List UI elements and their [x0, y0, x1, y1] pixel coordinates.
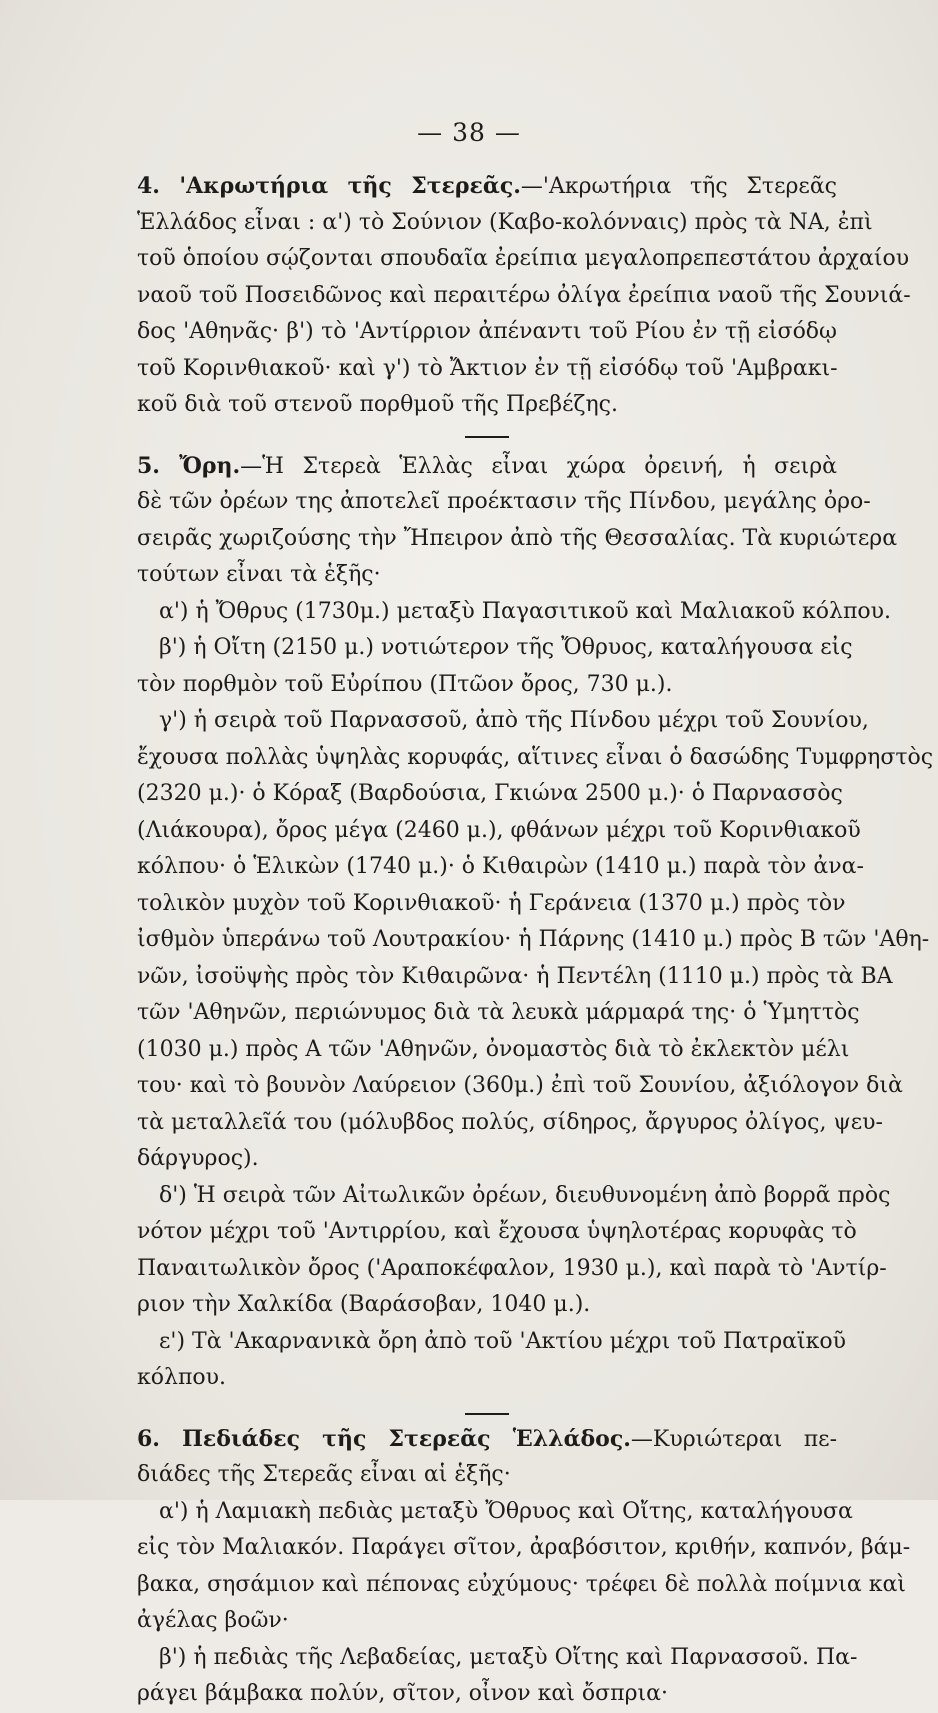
text-line: ράγει βάμβακα πολύν, σῖτον, οἶνον καὶ ὄσπρια·: [137, 1681, 669, 1706]
section-divider: [465, 1413, 509, 1415]
page-number: — 38 —: [417, 118, 521, 147]
text-line: (Λιάκουρα), ὄρος μέγα (2460 μ.), φθάνων μέχρι τοῦ Κορινθιακοῦ: [137, 817, 861, 843]
text-line: α') ἡ Ὄθρυς (1730μ.) μεταξὺ Παγασιτικοῦ καὶ Μαλιακοῦ κόλπου.: [159, 598, 892, 624]
text-line: τούτων εἶναι τὰ ἑξῆς·: [137, 562, 381, 587]
section-6-heading: 6. Πεδιάδες τῆς Στερεᾶς Ἑλλάδος.: [137, 1425, 631, 1452]
text-line: —Ἡ Στερεὰ Ἑλλὰς εἶναι χώρα ὀρεινή, ἡ σειρὰ: [240, 453, 837, 479]
text-line: ἀγέλας βοῶν·: [137, 1608, 289, 1633]
text-line: ε') Τὰ 'Ακαρνανικὰ ὄρη ἀπὸ τοῦ 'Ακτίου μέχρι τοῦ Πατραϊκοῦ: [159, 1328, 846, 1354]
text-line: δὲ τῶν ὀρέων της ἀποτελεῖ προέκτασιν τῆς Πίνδου, μεγάλης ὀρο-: [137, 489, 871, 514]
text-line: —'Ακρωτήρια τῆς Στερεᾶς: [520, 174, 837, 199]
text-line: ἰσθμὸν ὑπεράνω τοῦ Λουτρακίου· ἡ Πάρνης (1410 μ.) πρὸς Β τῶν 'Αθη-: [137, 927, 930, 952]
text-line: γ') ἡ σειρὰ τοῦ Παρνασσοῦ, ἀπὸ τῆς Πίνδου μέχρι τοῦ Σουνίου,: [159, 708, 869, 733]
section-divider: [465, 436, 509, 438]
page-body: [137, 168, 934, 1713]
text-line: του· καὶ τὸ βουνὸν Λαύρειον (360μ.) ἐπὶ τοῦ Σουνίου, ἀξιόλογον διὰ: [137, 1073, 903, 1098]
text-line: β') ἡ Οἴτη (2150 μ.) νοτιώτερον τῆς Ὄθρυος, καταλήγουσα εἰς: [159, 635, 853, 660]
text-line: νότον μέχρι τοῦ 'Αντιρρίου, καὶ ἔχουσα ὑψηλοτέρας κορυφὰς τὸ: [137, 1219, 857, 1244]
text-line: τοῦ ὁποίου σῴζονται σπουδαῖα ἐρείπια μεγαλοπρεπεστάτου ἀρχαίου: [137, 246, 910, 271]
text-line: βακα, σησάμιον καὶ πέπονας εὐχύμους· τρέφει δὲ πολλὰ ποίμνια καὶ: [137, 1571, 906, 1597]
section-5-heading: 5. Ὄρη.: [137, 452, 241, 479]
text-line: ναοῦ τοῦ Ποσειδῶνος καὶ περαιτέρω ὀλίγα ἐρείπια ναοῦ τῆς Σουνιά-: [137, 282, 911, 308]
text-line: Ἑλλάδος εἶναι : α') τὸ Σούνιον (Καβο-κολόνναις) πρὸς τὰ ΝΑ, ἐπὶ: [137, 209, 873, 235]
text-line: (1030 μ.) πρὸς Α τῶν 'Αθηνῶν, ὀνομαστὸς διὰ τὸ ἐκλεκτὸν μέλι: [137, 1036, 850, 1062]
text-line: ριον τὴν Χαλκίδα (Βαράσοβαν, 1040 μ.).: [137, 1292, 591, 1317]
section-4-first-line: [137, 168, 837, 205]
section-5-first-line: [137, 448, 837, 485]
text-line: εἰς τὸν Μαλιακόν. Παράγει σῖτον, ἀραβόσιτον, κριθήν, καπνόν, βάμ-: [137, 1535, 911, 1560]
text-line: Παναιτωλικὸν ὄρος ('Αραποκέφαλον, 1930 μ.), καὶ παρὰ τὸ 'Αντίρ-: [137, 1255, 887, 1281]
text-line: τῶν 'Αθηνῶν, περιώνυμος διὰ τὰ λευκὰ μάρμαρά της· ὁ Ὑμηττὸς: [137, 1000, 860, 1025]
text-line: τολικὸν μυχὸν τοῦ Κορινθιακοῦ· ἡ Γεράνεια (1370 μ.) πρὸς τὸν: [137, 890, 846, 916]
text-line: β') ἡ πεδιὰς τῆς Λεβαδείας, μεταξὺ Οἴτης καὶ Παρνασσοῦ. Πα-: [159, 1644, 858, 1670]
text-line: (2320 μ.)· ὁ Κόραξ (Βαρδούσια, Γκιώνα 2500 μ.)· ὁ Παρνασσὸς: [137, 781, 843, 806]
text-line: τὸν πορθμὸν τοῦ Εὐρίπου (Πτῶον ὄρος, 730 μ.).: [137, 671, 673, 697]
text-line: τοῦ Κορινθιακοῦ· καὶ γ') τὸ Ἄκτιον ἐν τῇ εἰσόδῳ τοῦ 'Αμβρακι-: [137, 355, 838, 381]
text-line: ἔχουσα πολλὰς ὑψηλὰς κορυφάς, αἵτινες εἶναι ὁ δασώδης Τυμφρηστὸς: [137, 744, 934, 770]
text-line: σειρᾶς χωριζούσης τὴν Ἤπειρον ἀπὸ τῆς Θεσσαλίας. Τὰ κυριώτερα: [137, 525, 898, 551]
text-line: δάργυρος).: [137, 1146, 259, 1171]
section-4-heading: 4. 'Ακρωτήρια τῆς Στερεᾶς.: [137, 173, 521, 199]
text-line: νῶν, ἰσοϋψὴς πρὸς τὸν Κιθαιρῶνα· ἡ Πεντέλη (1110 μ.) πρὸς τὰ ΒΑ: [137, 963, 893, 989]
text-line: α') ἡ Λαμιακὴ πεδιὰς μεταξὺ Ὄθρυος καὶ Οἴτης, καταλήγουσα: [159, 1498, 853, 1524]
text-line: τὰ μεταλλεῖά του (μόλυβδος πολύς, σίδηρος, ἄργυρος ὀλίγος, ψευ-: [137, 1109, 883, 1135]
text-line: διάδες τῆς Στερεᾶς εἶναι αἱ ἑξῆς·: [137, 1462, 511, 1487]
text-line: κοῦ διὰ τοῦ στενοῦ πορθμοῦ τῆς Πρεβέζης.: [137, 392, 618, 417]
text-line: δος 'Αθηνᾶς· β') τὸ 'Αντίρριον ἀπέναντι τοῦ Ρίου ἐν τῇ εἰσόδῳ: [137, 319, 837, 344]
section-6-first-line: [137, 1421, 837, 1458]
text-line: δ') Ἡ σειρὰ τῶν Αἰτωλικῶν ὀρέων, διευθυνομένη ἀπὸ βορρᾶ πρὸς: [159, 1182, 891, 1208]
text-line: κόλπου· ὁ Ἑλικὼν (1740 μ.)· ὁ Κιθαιρὼν (1410 μ.) παρὰ τὸν ἀνα-: [137, 854, 864, 879]
text-line: κόλπου.: [137, 1365, 227, 1390]
text-line: —Κυριώτεραι πε-: [630, 1426, 838, 1452]
